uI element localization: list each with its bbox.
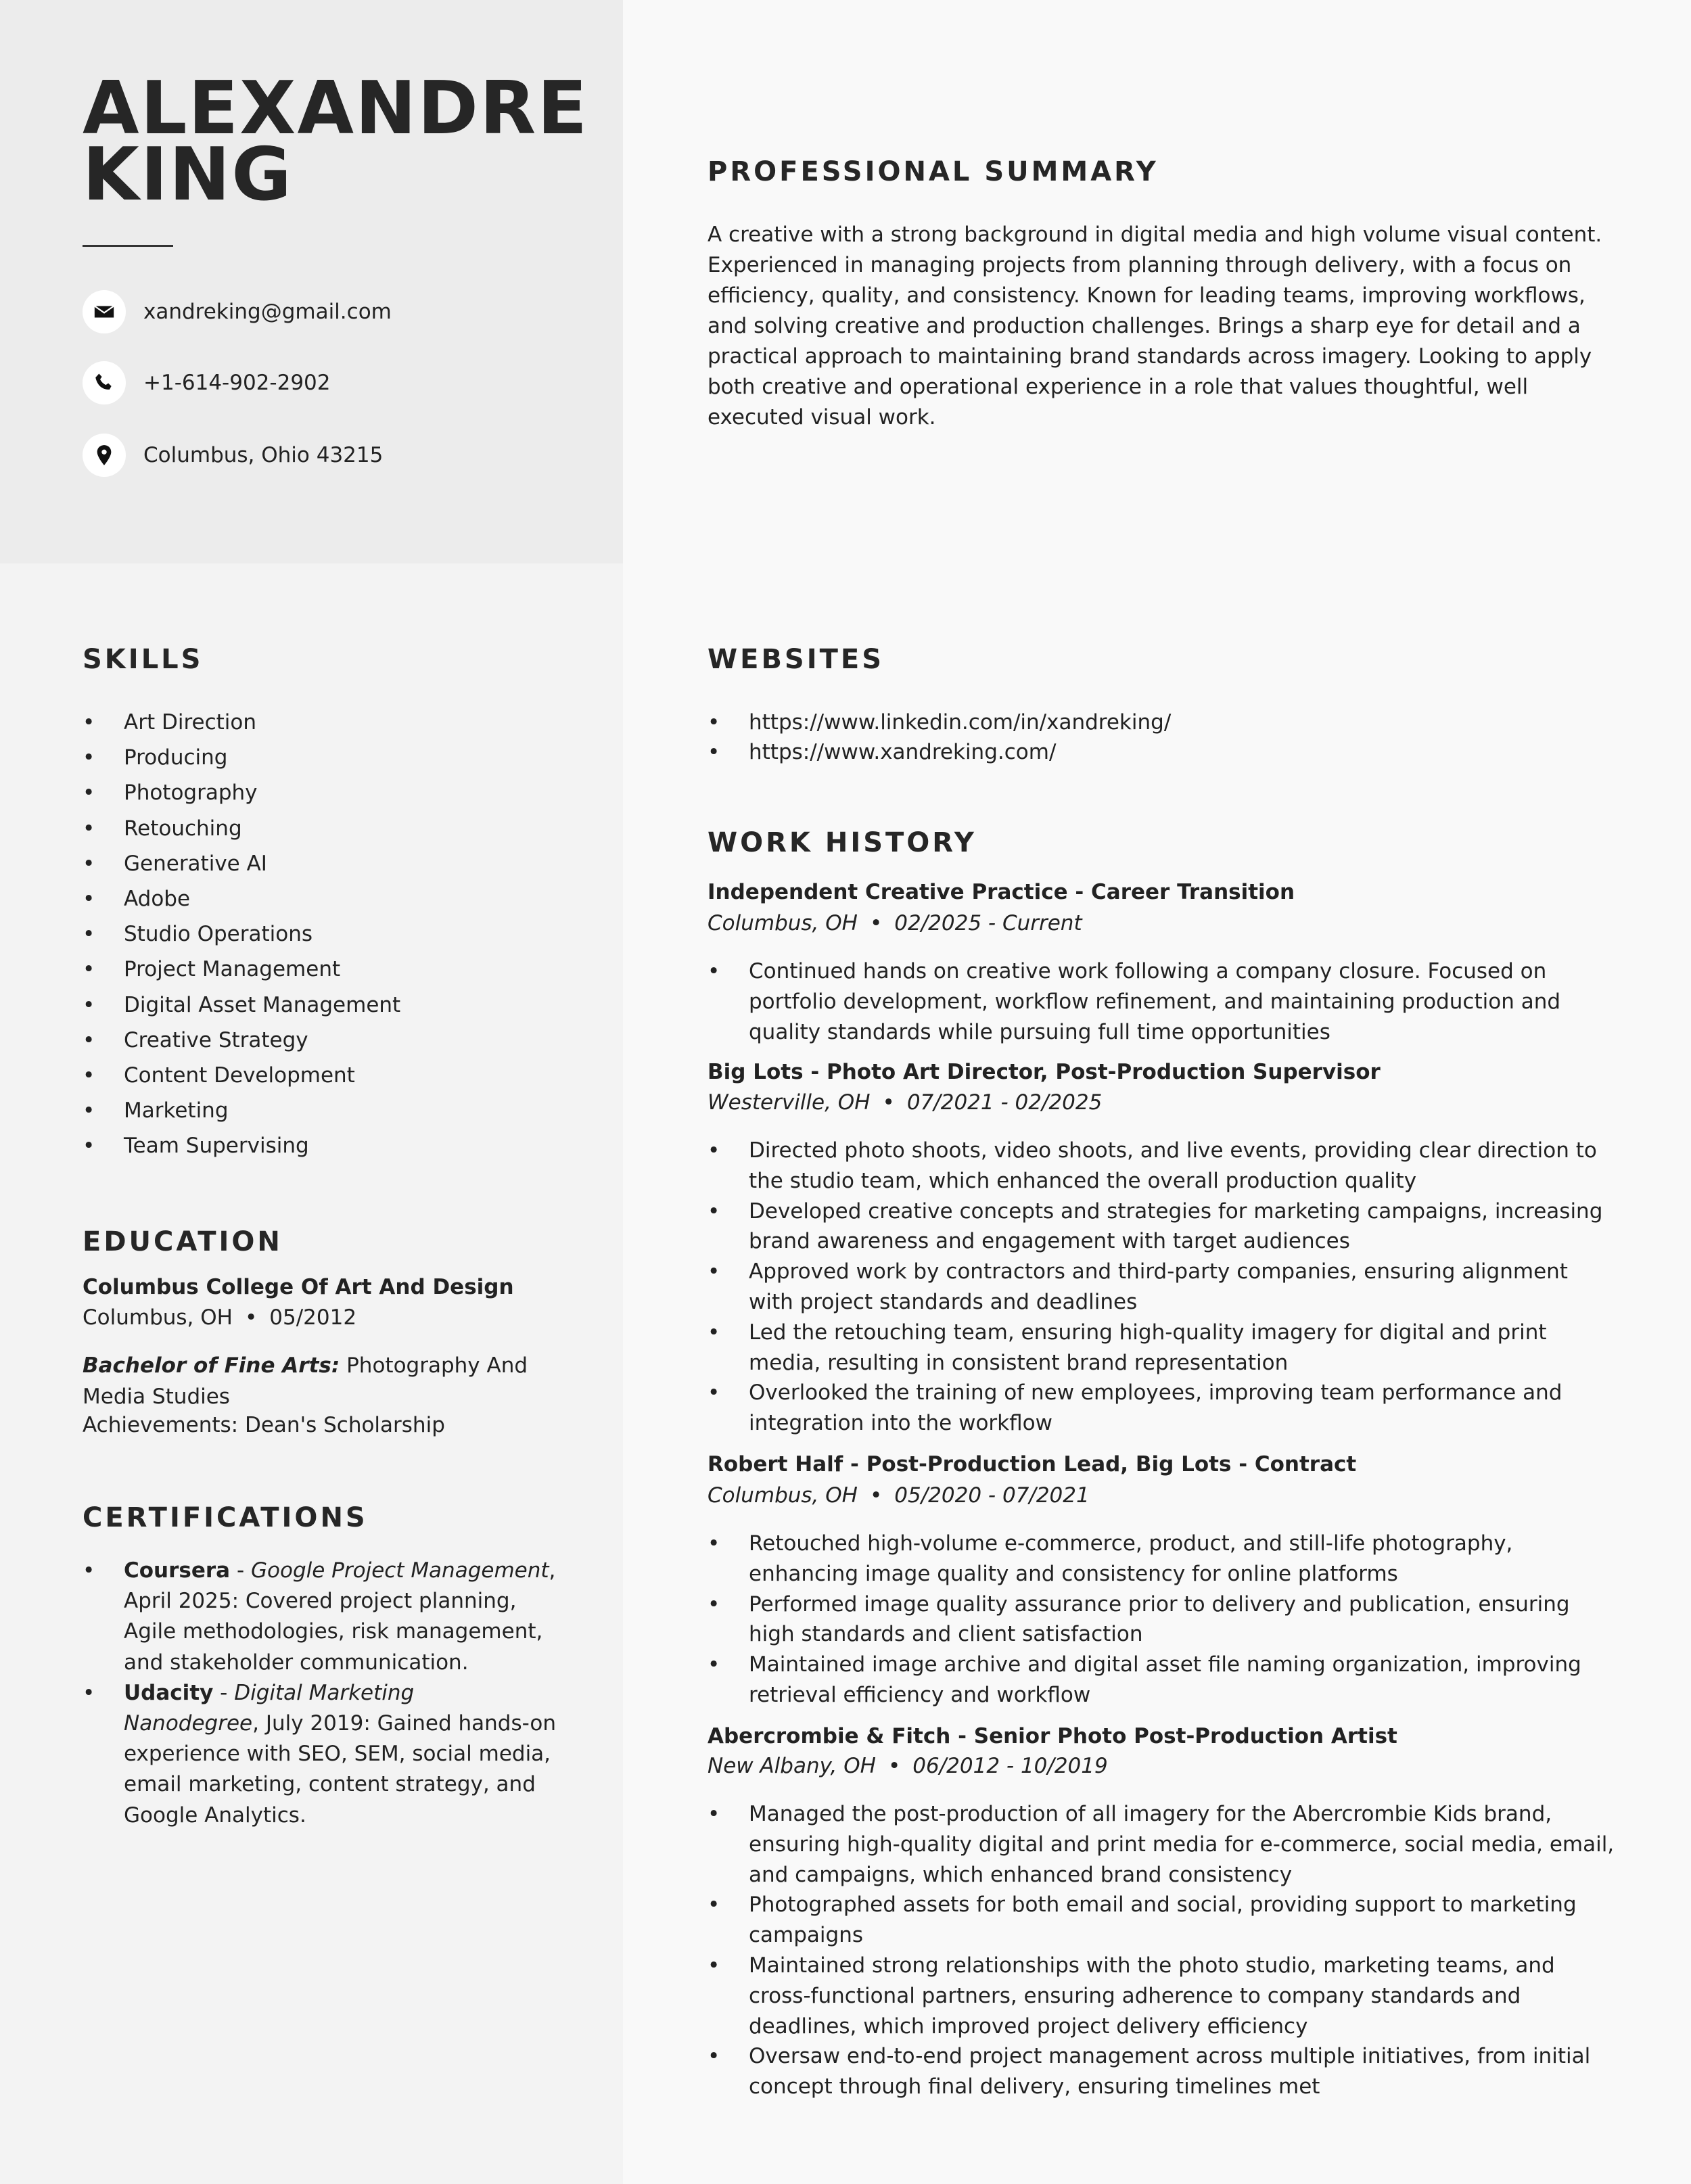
list-item: • Managed the post-production of all imagery for the Abercrombie Kids brand, ensuring high-quality digital and print media for e-commerce, social media, email, and campaigns, which enhanced brand consistency — [708, 1799, 1617, 1890]
contact-location — [83, 433, 597, 478]
job-location: New Albany, OH — [708, 1754, 876, 1778]
phone-text[interactable]: +1-614-902-2902 — [143, 371, 331, 395]
list-item: • Studio Operations — [83, 916, 583, 952]
location-text: Columbus, Ohio 43215 — [143, 443, 384, 467]
contact-phone — [83, 361, 597, 405]
cert-course: Google Project Management — [251, 1558, 549, 1583]
envelope-icon — [83, 290, 126, 333]
candidate-name — [83, 66, 597, 217]
list-item: • Retouching — [83, 811, 583, 846]
summary-text: A creative with a strong background in digital media and high volume visual content. Experienced in managing projects from planning through delivery, with a focus on efficiency, quality, and consistency. Known for leading teams, improving workflows, and solving creative and production challenges. Brings a sharp eye for detail and a practical approach to maintaining brand standards across imagery. Looking to apply both creative and operational experience in a role that values thoughtful, well executed visual work. — [708, 223, 1602, 429]
job-dates: 02/2025 - Current — [894, 911, 1082, 935]
job-bullets — [708, 1529, 1617, 1711]
websites-list — [708, 707, 1614, 767]
list-item: • Maintained image archive and digital asset file naming organization, improving retrieval efficiency and workflow — [708, 1650, 1617, 1711]
job-location: Westerville, OH — [708, 1090, 871, 1115]
cert-details: , April 2025: Covered project planning, Agile methodologies, risk management, and stakeholder communication. — [124, 1558, 556, 1675]
separator-dot: • — [882, 1090, 895, 1115]
list-item: • Performed image quality assurance prior to delivery and publication, ensuring high standards and client satisfaction — [708, 1589, 1617, 1650]
list-item: • Digital Asset Management — [83, 988, 583, 1023]
list-item: • Approved work by contractors and third-party companies, ensuring alignment with project standards and deadlines — [708, 1257, 1617, 1318]
separator-dot: • — [869, 1483, 883, 1508]
job-title: Abercrombie & Fitch - Senior Photo Post-Production Artist — [708, 1724, 1397, 1748]
skills-heading: SKILLS — [83, 644, 204, 675]
phone-icon — [83, 361, 126, 404]
cert-course: Digital Marketing Nanodegree — [124, 1680, 415, 1736]
certifications-heading: CERTIFICATIONS — [83, 1502, 368, 1533]
separator-dot: • — [244, 1305, 258, 1330]
job-dates: 05/2020 - 07/2021 — [894, 1483, 1090, 1508]
job-dates: 07/2021 - 02/2025 — [906, 1090, 1103, 1115]
summary-heading: PROFESSIONAL SUMMARY — [708, 156, 1159, 187]
separator-dot: • — [887, 1754, 901, 1778]
cert-sep: - — [213, 1680, 235, 1705]
list-item: • Oversaw end-to-end project management across multiple initiatives, from initial concept through final delivery, ensuring timelines met — [708, 2041, 1617, 2102]
work-history-heading: WORK HISTORY — [708, 827, 977, 858]
job-meta — [708, 1754, 1108, 1778]
name-first: ALEXANDRE — [83, 66, 589, 151]
name-divider — [83, 245, 173, 247]
cert-details: , July 2019: Gained hands-on experience with SEO, SEM, social media, email marketing, content strategy, and Google Analytics. — [124, 1711, 557, 1828]
websites-heading: WEBSITES — [708, 644, 885, 675]
contact-email — [83, 289, 597, 334]
job-meta — [708, 1090, 1102, 1115]
list-item: • Directed photo shoots, video shoots, and live events, providing clear direction to the studio team, which enhanced the overall production quality — [708, 1136, 1617, 1196]
list-item: • Generative AI — [83, 846, 583, 881]
list-item: • Marketing — [83, 1093, 583, 1128]
job-title: Independent Creative Practice - Career Transition — [708, 880, 1295, 904]
job-bullets — [708, 1799, 1617, 2102]
job-meta — [708, 911, 1082, 935]
education-achievements: Achievements: Dean's Scholarship — [83, 1413, 445, 1437]
job-location: Columbus, OH — [708, 911, 858, 935]
list-item: • Continued hands on creative work following a company closure. Focused on portfolio development, workflow refinement, and maintaining production and quality standards while pursuing full time opportunities — [708, 956, 1617, 1047]
separator-dot: • — [869, 911, 883, 935]
job-title: Robert Half - Post-Production Lead, Big Lots - Contract — [708, 1452, 1357, 1477]
list-item: • Developed creative concepts and strategies for marketing campaigns, increasing brand awareness and engagement with target audiences — [708, 1196, 1617, 1257]
list-item: • Art Direction — [83, 705, 583, 740]
job-dates: 06/2012 - 10/2019 — [912, 1754, 1108, 1778]
job-bullets — [708, 1136, 1617, 1439]
list-item: • Project Management — [83, 952, 583, 987]
list-item: • Adobe — [83, 881, 583, 916]
list-item: • Retouched high-volume e-commerce, product, and still-life photography, enhancing image quality and consistency for online platforms — [708, 1529, 1617, 1589]
education-meta — [83, 1305, 356, 1330]
list-item: • Creative Strategy — [83, 1023, 583, 1058]
cert-org: Coursera — [124, 1558, 231, 1583]
list-item: • Producing — [83, 740, 583, 775]
education-degree: Bachelor of Fine Arts: Photography And Media Studies — [83, 1353, 528, 1409]
list-item: • Maintained strong relationships with the photo studio, marketing teams, and cross-functional partners, ensuring adherence to company standards and deadlines, which improved project delivery efficiency — [708, 1951, 1617, 2041]
list-item: • Photographed assets for both email and social, providing support to marketing campaigns — [708, 1890, 1617, 1951]
degree-name: Bachelor of Fine Arts — [83, 1353, 331, 1378]
list-item: • Photography — [83, 775, 583, 810]
education-school: Columbus College Of Art And Design — [83, 1275, 514, 1299]
certifications-list — [83, 1556, 556, 1831]
education-location: Columbus, OH — [83, 1305, 233, 1330]
list-item — [83, 1556, 556, 1678]
email-text[interactable]: xandreking@gmail.com — [143, 300, 392, 324]
location-pin-icon — [83, 434, 126, 477]
education-heading: EDUCATION — [83, 1226, 283, 1257]
education-date: 05/2012 — [269, 1305, 357, 1330]
website-link[interactable]: • https://www.linkedin.com/in/xandreking/ — [708, 707, 1614, 737]
cert-sep: - — [230, 1558, 251, 1583]
list-item: • Overlooked the training of new employees, improving team performance and integration into the workflow — [708, 1378, 1617, 1439]
name-last: KING — [83, 133, 293, 217]
list-item: • Team Supervising — [83, 1128, 583, 1163]
website-link[interactable]: • https://www.xandreking.com/ — [708, 737, 1614, 767]
job-title: Big Lots - Photo Art Director, Post-Production Supervisor — [708, 1060, 1381, 1084]
list-item: • Content Development — [83, 1058, 583, 1093]
degree-field: Photography And Media Studies — [83, 1353, 528, 1409]
job-location: Columbus, OH — [708, 1483, 858, 1508]
skills-list — [83, 705, 583, 1164]
cert-org: Udacity — [124, 1680, 214, 1705]
job-bullets — [708, 956, 1617, 1047]
list-item — [83, 1678, 556, 1831]
job-meta — [708, 1483, 1090, 1508]
list-item: • Led the retouching team, ensuring high-quality imagery for digital and print media, resulting in consistent brand representation — [708, 1318, 1617, 1378]
